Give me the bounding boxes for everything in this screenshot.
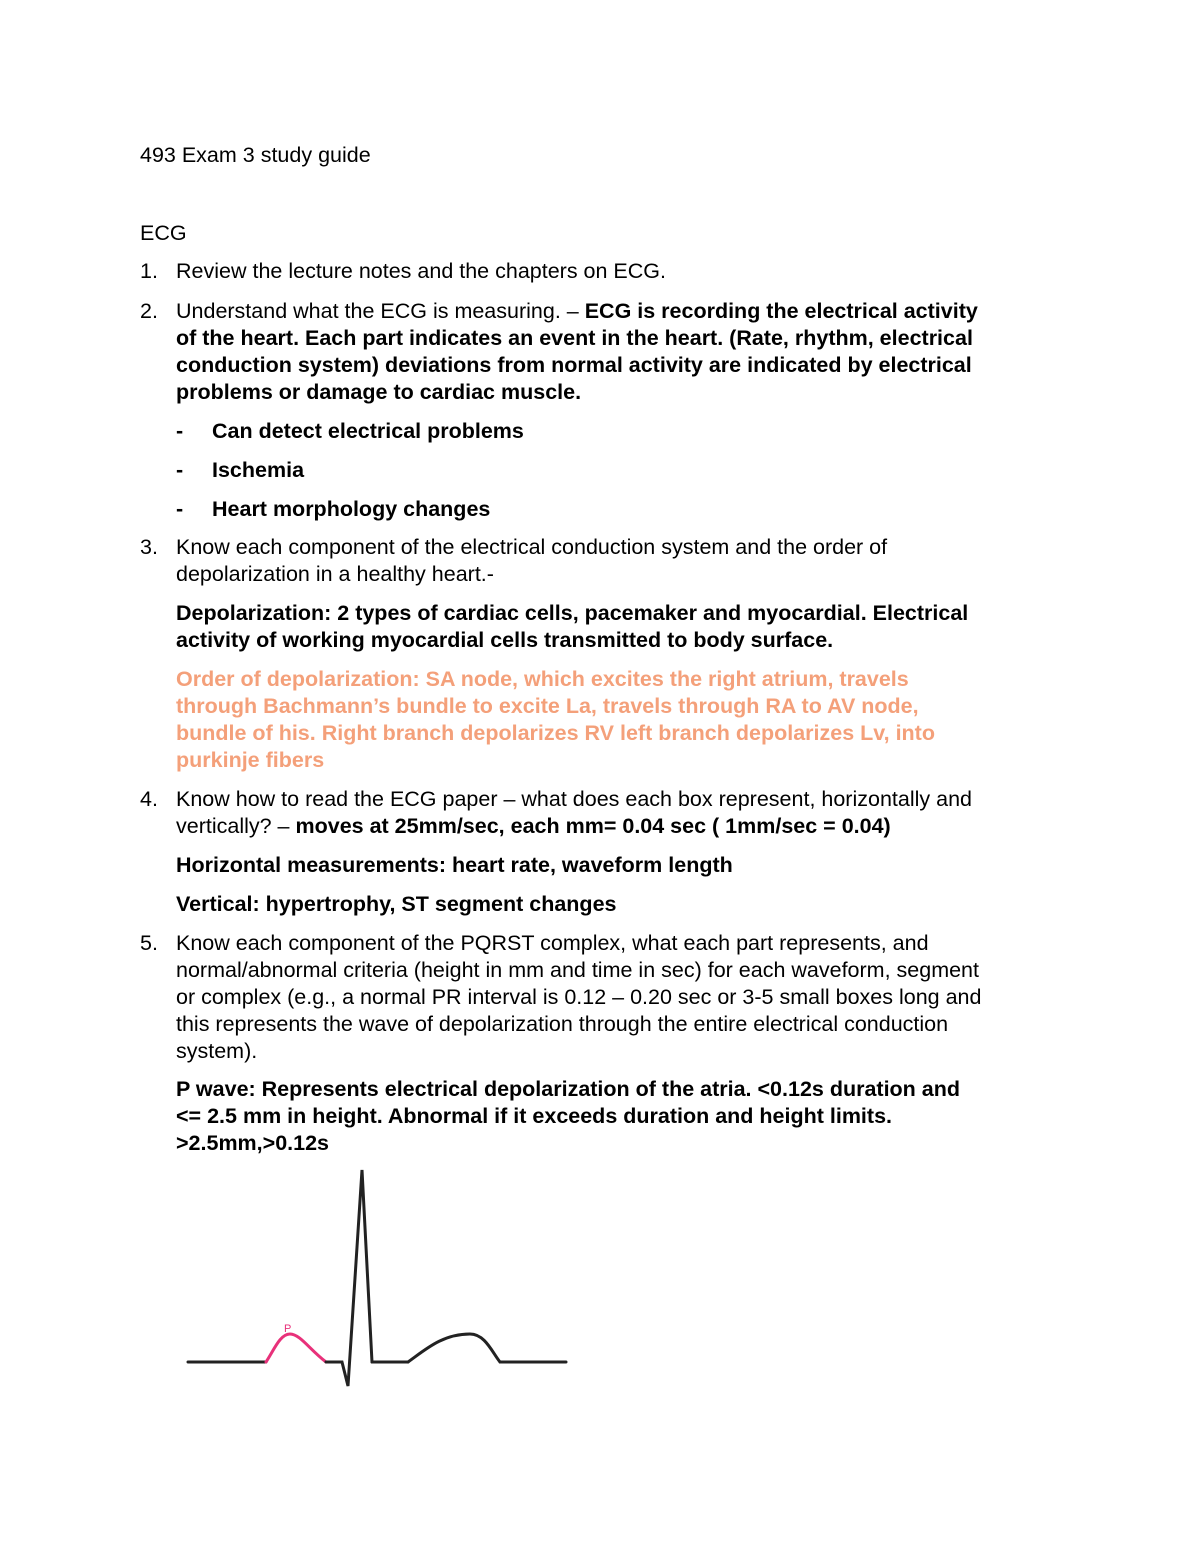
- list-item-text: Know each component of the electrical conduction system and the order of: [176, 535, 888, 559]
- item-bold-answer: moves at 25mm/sec, each mm= 0.04 sec ( 1mm/sec = 0.04): [295, 814, 891, 838]
- list-item-text: [176, 813, 891, 840]
- order-text: Order of depolarization: SA node, which excites the right atrium, travels: [176, 667, 909, 691]
- list-item-text: normal/abnormal criteria (height in mm and time in sec) for each waveform, segment: [176, 958, 979, 982]
- ecg-waveform-figure: [180, 1160, 580, 1420]
- answer-line: <= 2.5 mm in height. Abnormal if it exceeds duration and height limits.: [176, 1104, 892, 1128]
- bullet-item: Ischemia: [212, 458, 305, 482]
- list-number: 3.: [140, 535, 158, 559]
- list-item-text: Know each component of the PQRST complex, what each part represents, and: [176, 931, 929, 955]
- doc-title: 493 Exam 3 study guide: [140, 143, 371, 167]
- answer-line: conduction system) deviations from normal activity are indicated by electrical: [176, 353, 972, 377]
- t-wave: [408, 1334, 500, 1362]
- bullet-dash: -: [176, 497, 184, 521]
- order-text: bundle of his. Right branch depolarizes RV left branch depolarizes Lv, into: [176, 721, 935, 745]
- qrs-complex: [326, 1170, 372, 1386]
- bullet-dash: -: [176, 458, 184, 482]
- bullet-item: Heart morphology changes: [212, 497, 491, 521]
- list-number: 1.: [140, 259, 158, 283]
- item-plain-text: vertically? –: [176, 814, 296, 838]
- answer-line: Horizontal measurements: heart rate, waveform length: [176, 853, 733, 877]
- bullet-item: Can detect electrical problems: [212, 419, 524, 443]
- answer-line: problems or damage to cardiac muscle.: [176, 380, 582, 404]
- answer-line: Vertical: hypertrophy, ST segment changes: [176, 892, 617, 916]
- list-item-text: Know how to read the ECG paper – what does each box represent, horizontally and: [176, 787, 972, 811]
- answer-line: >2.5mm,>0.12s: [176, 1131, 330, 1155]
- p-wave-label: P: [284, 1323, 292, 1335]
- answer-line: of the heart. Each part indicates an event in the heart. (Rate, rhythm, electrical: [176, 326, 973, 350]
- answer-line: Depolarization: 2 types of cardiac cells, pacemaker and myocardial. Electrical: [176, 601, 969, 625]
- order-text: purkinje fibers: [176, 748, 325, 772]
- item-plain-text: Understand what the ECG is measuring. –: [176, 299, 585, 323]
- bullet-dash: -: [176, 419, 184, 443]
- list-item-text: system).: [176, 1039, 258, 1063]
- list-item-text: this represents the wave of depolarization through the entire electrical conduction: [176, 1012, 949, 1036]
- list-item-text: Review the lecture notes and the chapters on ECG.: [176, 259, 666, 283]
- answer-line: P wave: Represents electrical depolarization of the atria. <0.12s duration and: [176, 1077, 961, 1101]
- list-number: 5.: [140, 931, 158, 955]
- list-item-text: depolarization in a healthy heart.-: [176, 562, 494, 586]
- answer-line: activity of working myocardial cells transmitted to body surface.: [176, 628, 834, 652]
- list-number: 2.: [140, 299, 158, 323]
- list-item-text: or complex (e.g., a normal PR interval is 0.12 – 0.20 sec or 3-5 small boxes long and: [176, 985, 982, 1009]
- list-item-text: [176, 298, 978, 325]
- section-heading: ECG: [140, 221, 187, 245]
- item-bold-answer: ECG is recording the electrical activity: [584, 299, 978, 323]
- p-wave: [266, 1334, 326, 1362]
- order-text: through Bachmann’s bundle to excite La, travels through RA to AV node,: [176, 694, 919, 718]
- list-number: 4.: [140, 787, 158, 811]
